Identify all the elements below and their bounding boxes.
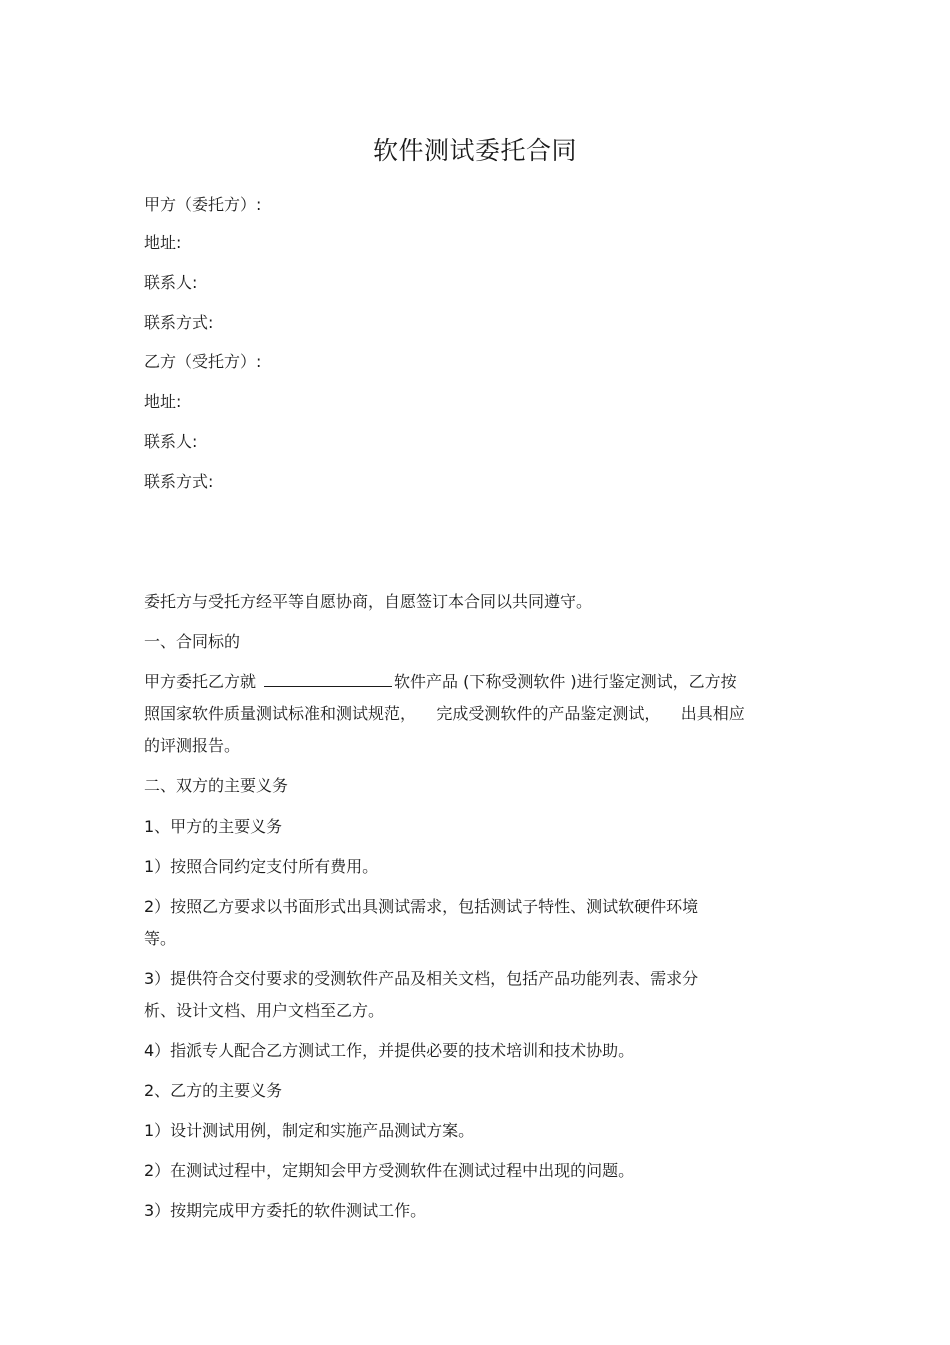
party-a-address: 地址: [144,233,182,252]
party-a-duty-1: 1）按照合同约定支付所有费用。 [144,857,379,876]
party-a-duty-3-line1: 3）提供符合交付要求的受测软件产品及相关文档，包括产品功能列表、需求分 [144,969,699,988]
party-a-duty-2-line2: 等。 [144,929,177,948]
party-a-contact-method: 联系方式: [144,313,214,332]
contract-title: 软件测试委托合同 [372,136,577,165]
party-b-duty-1: 1）设计测试用例，制定和实施产品测试方案。 [144,1121,475,1140]
party-b-duty-3: 3）按期完成甲方委托的软件测试工作。 [144,1201,427,1220]
section1-heading: 一、合同标的 [144,632,241,651]
party-a-duties-heading: 1、甲方的主要义务 [144,817,283,836]
party-b-contact-person: 联系人: [144,432,198,451]
section1-text-before-blank: 甲方委托乙方就 [144,672,257,691]
party-b-heading: 乙方（受托方）: [144,352,262,371]
party-b-duty-2: 2）在测试过程中，定期知会甲方受测软件在测试过程中出现的问题。 [144,1161,635,1180]
party-a-duty-3-line2: 析、设计文档、用户文档至乙方。 [144,1001,385,1020]
party-b-duties-heading: 2、乙方的主要义务 [144,1081,283,1100]
party-a-duty-4: 4）指派专人配合乙方测试工作，并提供必要的技术培训和技术协助。 [144,1041,635,1060]
party-b-address: 地址: [144,392,182,411]
fill-in-blank [264,670,392,687]
party-a-duty-2-line1: 2）按照乙方要求以书面形式出具测试需求，包括测试子特性、测试软硬件环境 [144,897,699,916]
intro-paragraph: 委托方与受托方经平等自愿协商，自愿签订本合同以共同遵守。 [144,592,593,611]
section1-line1 [144,670,737,693]
party-b-contact-method: 联系方式: [144,472,214,491]
party-a-contact-person: 联系人: [144,273,198,292]
section1-line3: 的评测报告。 [144,736,241,755]
section1-line2: 照国家软件质量测试标准和测试规范， 完成受测软件的产品鉴定测试， 出具相应 [144,704,745,723]
section1-text-after-blank: 软件产品 (下称受测软件 )进行鉴定测试，乙方按 [394,672,737,691]
section2-heading: 二、双方的主要义务 [144,776,289,795]
party-a-heading: 甲方（委托方）: [144,195,262,214]
